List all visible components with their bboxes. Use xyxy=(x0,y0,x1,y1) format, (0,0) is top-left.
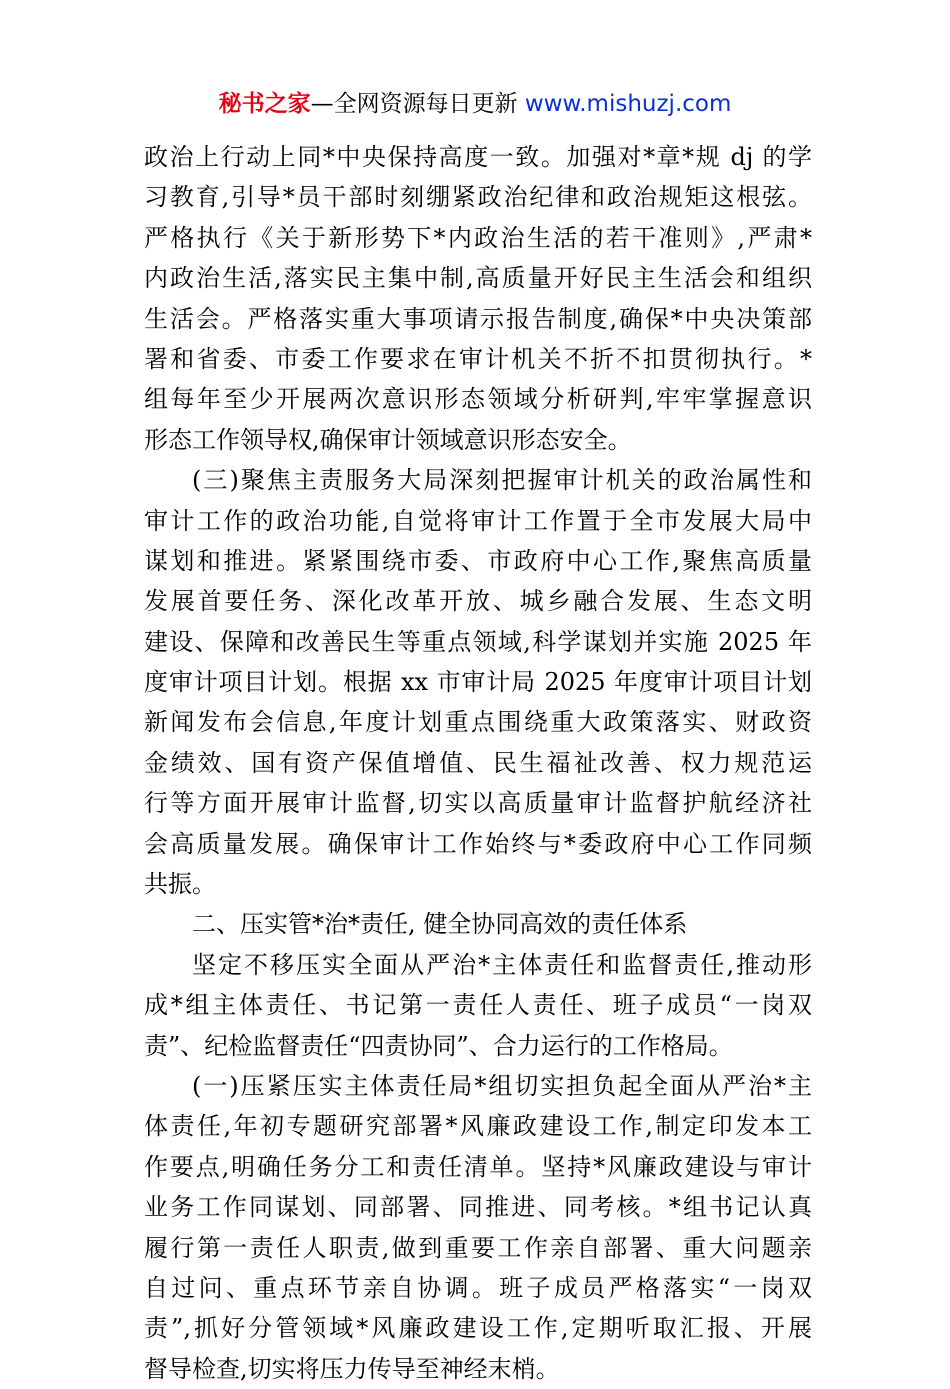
section-title: 二、压实管*治*责任, 健全协同高效的责任体系 xyxy=(192,910,688,939)
text-line: 新闻发布会信息,年度计划重点围绕重大政策落实、财政资 xyxy=(144,708,812,737)
text-line: 审计工作的政治功能,自觉将审计工作置于全市发展大局中 xyxy=(144,506,812,535)
text-line: 责”,抓好分管领域*风廉政建设工作,定期听取汇报、开展 xyxy=(144,1314,812,1343)
text-line: 习教育,引导*员干部时刻绷紧政治纪律和政治规矩这根弦。 xyxy=(144,183,812,212)
text-line: 成*组主体责任、书记第一责任人责任、班子成员“一岗双 xyxy=(144,991,812,1020)
page-header xyxy=(0,84,950,124)
section-heading-line: (一)压紧压实主体责任局*组切实担负起全面从严治*主 xyxy=(192,1071,812,1100)
text-line: 形态工作领导权,确保审计领域意识形态安全。 xyxy=(144,425,632,454)
text-line: 自过问、重点环节亲自协调。班子成员严格落实“一岗双 xyxy=(144,1273,812,1302)
text-line: 共振。 xyxy=(144,870,216,899)
text-line: 金绩效、国有资产保值增值、民生福祉改善、权力规范运 xyxy=(144,748,812,777)
text-line: 发展首要任务、深化改革开放、城乡融合发展、生态文明 xyxy=(144,587,812,616)
text-line: 行等方面开展审计监督,切实以高质量审计监督护航经济社 xyxy=(144,789,812,818)
document-body xyxy=(144,137,812,1389)
text-line: 会高质量发展。确保审计工作始终与*委政府中心工作同频 xyxy=(144,829,812,858)
text-line: 严格执行《关于新形势下*内政治生活的若干准则》,严肃* xyxy=(144,223,812,252)
text-line: 生活会。严格落实重大事项请示报告制度,确保*中央决策部 xyxy=(144,304,812,333)
site-url-link[interactable]: www.mishuzj.com xyxy=(524,91,732,117)
text-line: 督导检查,切实将压力传导至神经末梢。 xyxy=(144,1354,560,1383)
section-heading-line: (三)聚焦主责服务大局深刻把握审计机关的政治属性和 xyxy=(192,466,812,495)
brand-name: 秘书之家 xyxy=(218,91,311,117)
text-line: 谋划和推进。紧紧围绕市委、市政府中心工作,聚焦高质量 xyxy=(144,546,812,575)
text-line: 署和省委、市委工作要求在审计机关不折不扣贯彻执行。* xyxy=(144,344,812,373)
text-line: 责”、纪检监督责任“四责协同”、合力运行的工作格局。 xyxy=(144,1031,733,1060)
header-tagline: —全网资源每日更新 xyxy=(310,91,525,117)
text-line: 政治上行动上同*中央保持高度一致。加强对*章*规 dj 的学 xyxy=(144,143,812,171)
text-line: 内政治生活,落实民主集中制,高质量开好民主生活会和组织 xyxy=(144,264,812,293)
text-line: 业务工作同谋划、同部署、同推进、同考核。*组书记认真 xyxy=(144,1193,812,1222)
text-line: 组每年至少开展两次意识形态领域分析研判,牢牢掌握意识 xyxy=(144,385,812,414)
text-line: 建设、保障和改善民生等重点领域,科学谋划并实施 2025 年 xyxy=(144,627,812,656)
text-line: 坚定不移压实全面从严治*主体责任和监督责任,推动形 xyxy=(192,950,812,979)
text-line: 作要点,明确任务分工和责任清单。坚持*风廉政建设与审计 xyxy=(144,1152,812,1181)
text-line: 体责任,年初专题研究部署*风廉政建设工作,制定印发本工 xyxy=(144,1112,812,1141)
text-line: 履行第一责任人职责,做到重要工作亲自部署、重大问题亲 xyxy=(144,1233,812,1262)
text-line: 度审计项目计划。根据 xx 市审计局 2025 年度审计项目计划 xyxy=(144,668,812,697)
